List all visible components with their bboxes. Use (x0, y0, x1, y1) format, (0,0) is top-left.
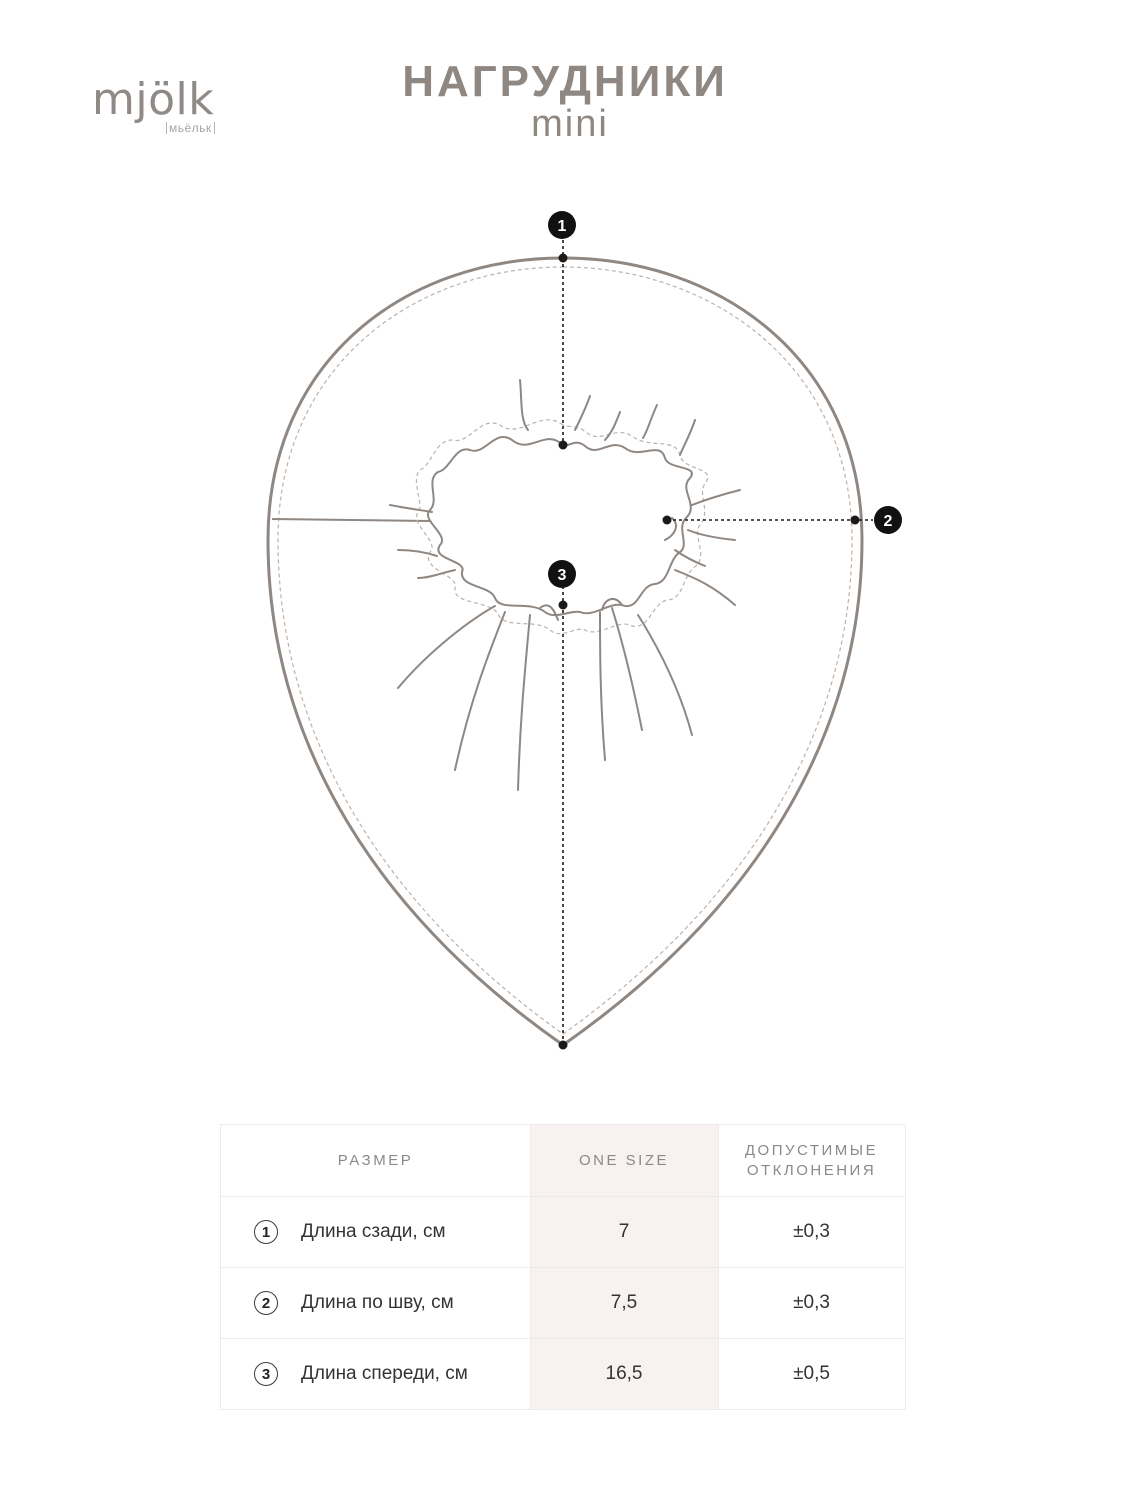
brand-name: mjölk (92, 74, 215, 125)
bib-outline (268, 258, 862, 1045)
row-value: 7,5 (610, 1291, 638, 1313)
neckline-ruffle (428, 437, 692, 615)
header-tolerance-line2: ОТКЛОНЕНИЯ (746, 1161, 877, 1179)
row-label: Длина по шву, см (301, 1291, 454, 1313)
row-value: 16,5 (605, 1362, 643, 1384)
marker-3 (548, 560, 576, 588)
header-tolerance (718, 1125, 905, 1196)
marker-1 (548, 211, 576, 239)
size-table (220, 1124, 906, 1410)
page-subtitle: mini (531, 103, 609, 145)
header-size: РАЗМЕР (337, 1151, 414, 1169)
bib-stitching (278, 267, 852, 1034)
row-tolerance: ±0,3 (793, 1291, 830, 1313)
row-label: Длина спереди, см (301, 1362, 468, 1384)
measure-line-1 (559, 240, 568, 450)
row-number-badge: 3 (254, 1362, 278, 1386)
page-title: НАГРУДНИКИ (402, 57, 728, 106)
header-one-size: ONE SIZE (578, 1151, 669, 1169)
row-number-badge: 1 (254, 1220, 278, 1244)
row-value: 7 (618, 1220, 630, 1242)
marker-2 (874, 506, 902, 534)
row-number-badge: 2 (254, 1291, 278, 1315)
header-tolerance-line1: ДОПУСТИМЫЕ (744, 1141, 879, 1159)
svg-text:2: 2 (883, 513, 893, 530)
measure-line-2 (663, 516, 874, 525)
brand-subname: мьёльк (166, 122, 215, 134)
bib-seam-left (272, 519, 430, 521)
measure-line-3 (559, 586, 568, 1050)
svg-text:1: 1 (557, 218, 567, 235)
row-tolerance: ±0,3 (793, 1220, 830, 1242)
row-label: Длина сзади, см (301, 1220, 446, 1242)
svg-text:3: 3 (557, 567, 567, 584)
row-tolerance: ±0,5 (793, 1362, 830, 1384)
